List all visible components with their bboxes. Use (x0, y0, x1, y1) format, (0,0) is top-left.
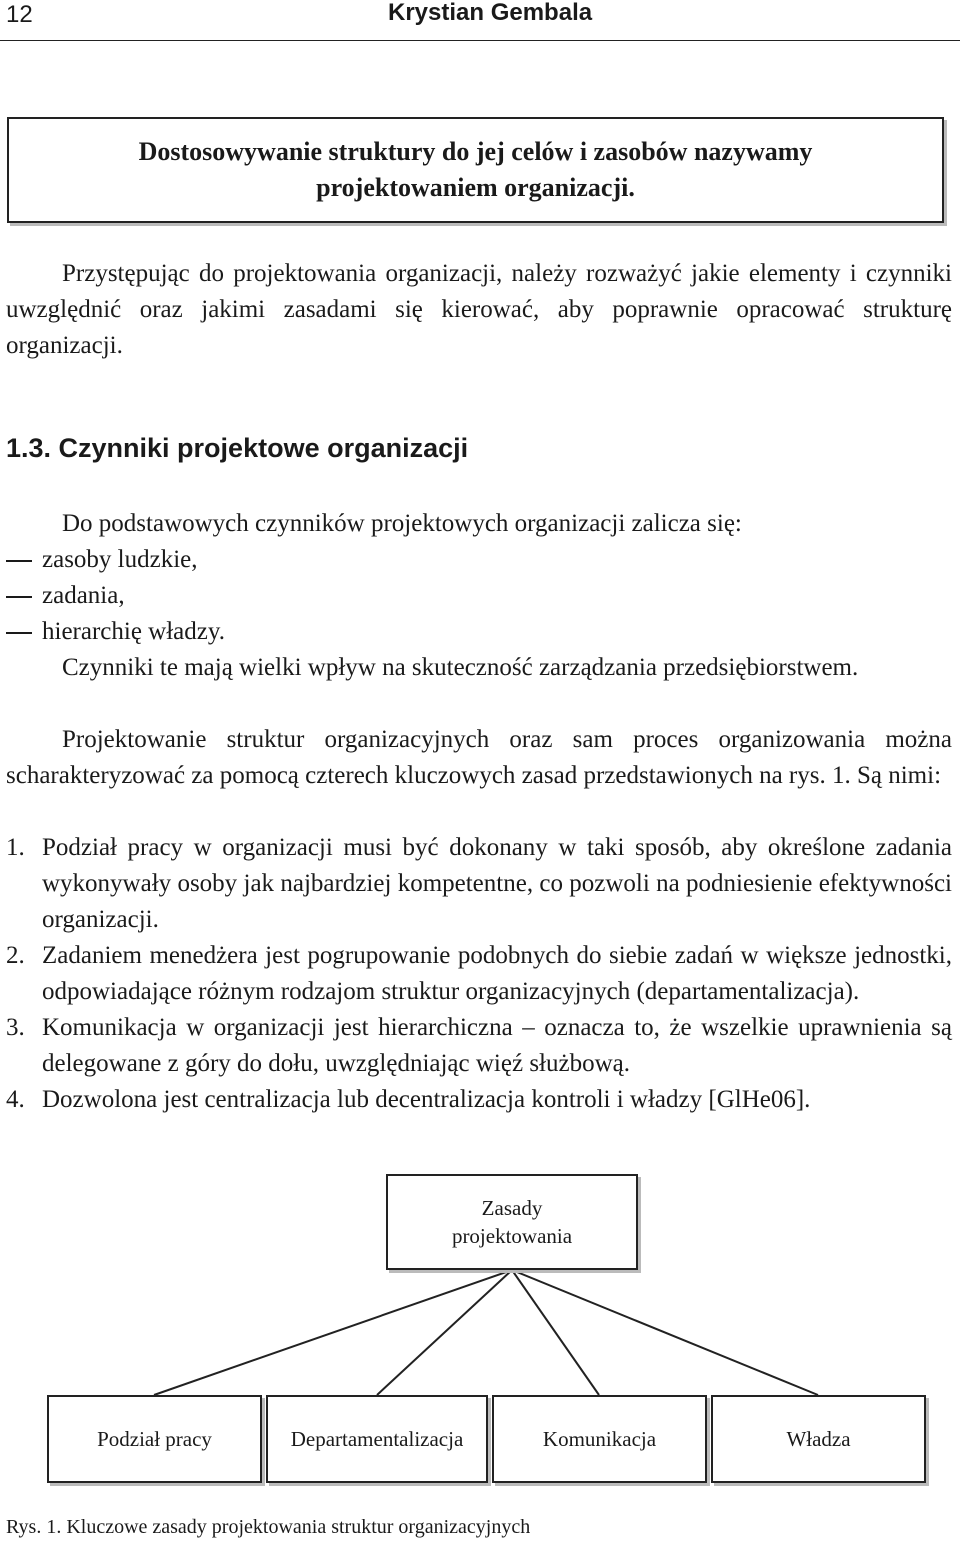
diagram-root-label: Zasady projektowania (451, 1196, 573, 1248)
list-item-text: Zadaniem menedżera jest pogrupowanie podobnych do siebie zadań w większe jednostki, odpowiadające różnym rodzajom struktur organizacyjnych (departamentalizacja). (42, 942, 952, 1005)
list-item: hierarchię władzy. (6, 614, 906, 650)
list-item: zasoby ludzkie, (6, 542, 906, 578)
figure-caption: Rys. 1. Kluczowe zasady projektowania struktur organizacyjnych (6, 1516, 531, 1538)
page-number: 12 (6, 1, 33, 28)
connector-line (377, 1270, 512, 1395)
connector-line (512, 1270, 818, 1395)
principles-list (6, 830, 952, 1118)
connector-line (154, 1270, 512, 1395)
list-item (6, 1082, 952, 1118)
list-item-text: Podział pracy w organizacji musi być dokonany w taki sposób, aby określone zadania wykonywały osoby jak najbardziej kompetentne, co pozwoli na podniesienie efektywności organizacji. (42, 834, 952, 933)
impact-paragraph: Czynniki te mają wielki wpływ na skuteczność zarządzania przedsiębiorstwem. (62, 654, 859, 681)
list-item-text: Komunikacja w organizacji jest hierarchiczna – oznacza to, że wszelkie uprawnienia są delegowane z góry do dołu, uwzględniając więź służbową. (42, 1014, 952, 1077)
principles-diagram (0, 1165, 960, 1505)
diagram-leaf-node (266, 1395, 488, 1483)
diagram-leaf-node (47, 1395, 262, 1483)
factors-list (6, 542, 906, 650)
definition-box (7, 117, 944, 223)
list-item-number: 2. (6, 942, 25, 969)
diagram-root-node (386, 1174, 638, 1270)
diagram-leaf-node (711, 1395, 926, 1483)
list-item (6, 1010, 952, 1082)
diagram-leaf-label: Departamentalizacja (290, 1427, 464, 1451)
diagram-leaf-label: Władza (786, 1427, 851, 1451)
factors-lead-paragraph: Do podstawowych czynników projektowych organizacji zalicza się: (62, 510, 742, 537)
design-intro-paragraph: Projektowanie struktur organizacyjnych oraz sam proces organizowania można scharakteryzować za pomocą czterech kluczowych zasad przedstawionych na rys. 1. Są nimi: (6, 726, 952, 789)
list-item-number: 1. (6, 834, 25, 861)
list-item-number: 3. (6, 1014, 25, 1041)
list-item-text: Dozwolona jest centralizacja lub decentralizacja kontroli i władzy [GlHe06]. (42, 1086, 811, 1113)
list-item: zadania, (6, 578, 906, 614)
section-heading: 1.3. Czynniki projektowe organizacji (6, 433, 469, 463)
intro-paragraph: Przystępując do projektowania organizacji, należy rozważyć jakie elementy i czynniki uwzględnić oraz jakimi zasadami się kierować, aby poprawnie opracować strukturę organizacji. (6, 260, 952, 359)
list-item (6, 830, 952, 938)
diagram-leaf-label: Komunikacja (542, 1427, 657, 1451)
diagram-leaf-label: Podział pracy (97, 1427, 212, 1451)
definition-text: Dostosowywanie struktury do jej celów i zasobów nazywamy projektowaniem organizacji. (138, 137, 813, 202)
list-item (6, 938, 952, 1010)
header-rule (0, 40, 960, 41)
diagram-leaf-node (492, 1395, 707, 1483)
running-header-author: Krystian Gembala (388, 0, 593, 26)
page-header (0, 0, 960, 44)
list-item-number: 4. (6, 1086, 25, 1113)
